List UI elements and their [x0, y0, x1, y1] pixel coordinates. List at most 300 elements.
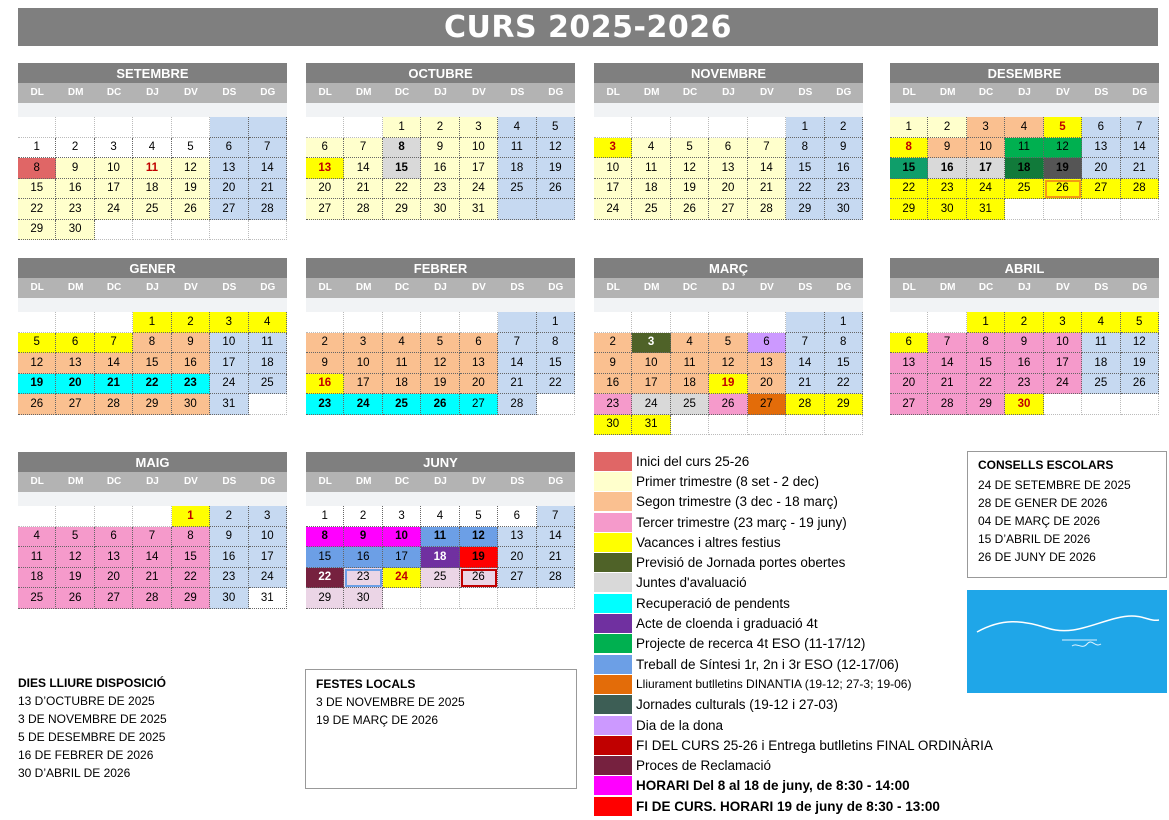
weekday-label: DG	[548, 476, 564, 487]
weekday-label: DG	[1132, 87, 1148, 98]
empty-cell	[344, 117, 382, 138]
legend-item	[594, 512, 994, 532]
day-cell: 4	[18, 527, 56, 548]
legend-item	[594, 451, 994, 471]
day-cell: 10	[460, 138, 498, 159]
day-cell: 6	[498, 506, 536, 527]
weekday-label: DG	[1132, 282, 1148, 293]
day-cell: 30	[172, 394, 210, 415]
day-cell: 24	[594, 199, 632, 220]
day-cell: 2	[344, 506, 382, 527]
empty-cell	[249, 220, 287, 241]
day-cell: 2	[928, 117, 966, 138]
weekday-label: DJ	[722, 282, 735, 293]
legend-label: Lliurament butlletins DINANTIA (19-12; 27-3; 19-06)	[636, 677, 912, 692]
day-cell: 2	[56, 138, 94, 159]
legend-swatch	[594, 553, 632, 572]
day-cell: 28	[133, 588, 171, 609]
day-cell: 8	[825, 333, 863, 354]
weekday-label: DM	[939, 282, 956, 293]
weekday-label: DL	[902, 87, 916, 98]
day-cell: 28	[748, 199, 786, 220]
empty-cell	[56, 117, 94, 138]
empty-cell	[249, 394, 287, 415]
month-name: FEBRER	[306, 258, 575, 278]
day-cell: 13	[210, 158, 248, 179]
day-cell: 19	[18, 374, 56, 395]
day-cell: 8	[306, 527, 344, 548]
day-cell: 15	[18, 179, 56, 200]
empty-cell	[632, 117, 670, 138]
day-cell: 19	[1044, 158, 1082, 179]
day-cell: 6	[210, 138, 248, 159]
day-cell: 20	[460, 374, 498, 395]
day-cell: 11	[249, 333, 287, 354]
day-cell: 26	[18, 394, 56, 415]
day-cell: 26	[537, 179, 575, 200]
legend-label: Primer trimestre (8 set - 2 dec)	[636, 473, 820, 489]
day-cell: 29	[18, 220, 56, 241]
day-cell: 24	[632, 394, 670, 415]
empty-cell	[928, 312, 966, 333]
legend-swatch	[594, 716, 632, 735]
day-cell: 5	[1044, 117, 1082, 138]
day-cell: 24	[210, 374, 248, 395]
day-cell: 22	[890, 179, 928, 200]
day-cell: 15	[890, 158, 928, 179]
month-novembre	[594, 63, 863, 220]
legend-label: FI DEL CURS 25-26 i Entrega butlletins FINAL ORDINÀRIA	[636, 737, 993, 753]
day-cell: 1	[133, 312, 171, 333]
day-cell: 16	[56, 179, 94, 200]
day-cell: 7	[344, 138, 382, 159]
day-cell: 14	[344, 158, 382, 179]
day-cell: 28	[786, 394, 824, 415]
day-cell: 19	[671, 179, 709, 200]
day-cell: 2	[825, 117, 863, 138]
page-title: CURS 2025-2026	[18, 8, 1158, 46]
legend-swatch	[594, 472, 632, 491]
day-cell: 29	[133, 394, 171, 415]
day-cell: 1	[537, 312, 575, 333]
weekday-label: DC	[978, 282, 994, 293]
day-cell: 22	[18, 199, 56, 220]
day-cell: 6	[748, 333, 786, 354]
month-juny	[306, 452, 575, 609]
weekday-label: DJ	[1018, 87, 1031, 98]
day-cell: 17	[210, 353, 248, 374]
day-cell: 28	[498, 394, 536, 415]
day-cell: 28	[537, 568, 575, 589]
day-cell: 19	[709, 374, 747, 395]
day-cell: 10	[210, 333, 248, 354]
day-cell: 25	[1005, 179, 1043, 200]
weekday-label: DV	[1055, 282, 1070, 293]
weekday-label: DG	[260, 87, 276, 98]
day-cell: 13	[460, 353, 498, 374]
legend-item	[594, 776, 994, 796]
weekday-label: DV	[183, 282, 198, 293]
day-cell: 9	[594, 353, 632, 374]
day-cell: 22	[786, 179, 824, 200]
month-maig	[18, 452, 287, 609]
empty-cell	[56, 312, 94, 333]
day-cell: 5	[56, 527, 94, 548]
day-cell: 24	[249, 568, 287, 589]
day-cell: 22	[383, 179, 421, 200]
day-cell: 10	[249, 527, 287, 548]
day-cell: 11	[133, 158, 171, 179]
day-cell: 30	[594, 415, 632, 436]
day-cell: 10	[95, 158, 133, 179]
weekday-header	[594, 83, 863, 103]
legend-swatch	[594, 452, 632, 471]
day-cell: 12	[1121, 333, 1159, 354]
day-cell: 10	[344, 353, 382, 374]
day-cell: 29	[890, 199, 928, 220]
empty-cell	[133, 220, 171, 241]
day-cell: 6	[709, 138, 747, 159]
empty-cell	[306, 117, 344, 138]
day-cell: 18	[249, 353, 287, 374]
weekday-label: DV	[1055, 87, 1070, 98]
empty-cell	[709, 117, 747, 138]
empty-cell	[1121, 394, 1159, 415]
day-cell: 7	[928, 333, 966, 354]
day-cell: 15	[825, 353, 863, 374]
day-cell: 18	[383, 374, 421, 395]
empty-cell	[1082, 199, 1120, 220]
legend-swatch	[594, 736, 632, 755]
free-day-date: 3 DE NOVEMBRE DE 2025	[18, 712, 167, 726]
weekday-label: DC	[106, 87, 122, 98]
empty-cell	[210, 220, 248, 241]
day-cell: 1	[383, 117, 421, 138]
empty-cell	[786, 312, 824, 333]
consells-date: 24 DE SETEMBRE DE 2025	[978, 478, 1131, 492]
day-cell: 21	[1121, 158, 1159, 179]
day-cell: 1	[967, 312, 1005, 333]
weekday-label: DC	[682, 87, 698, 98]
day-cell: 19	[460, 547, 498, 568]
day-cell: 11	[671, 353, 709, 374]
month-spacer	[18, 492, 287, 506]
legend-label: Recuperació de pendents	[636, 595, 790, 611]
weekday-label: DL	[30, 87, 44, 98]
day-cell: 23	[56, 199, 94, 220]
legend-item	[594, 573, 994, 593]
day-cell: 15	[306, 547, 344, 568]
day-cell: 16	[594, 374, 632, 395]
day-cell: 10	[594, 158, 632, 179]
day-cell: 11	[632, 158, 670, 179]
day-cell: 15	[383, 158, 421, 179]
day-cell: 6	[890, 333, 928, 354]
day-cell: 22	[133, 374, 171, 395]
day-cell: 27	[95, 588, 133, 609]
empty-cell	[383, 588, 421, 609]
day-cell: 11	[498, 138, 536, 159]
day-cell: 11	[18, 547, 56, 568]
legend-label: Juntes d'avaluació	[636, 575, 747, 591]
empty-cell	[748, 312, 786, 333]
month-name: ABRIL	[890, 258, 1159, 278]
day-grid	[18, 117, 287, 240]
day-cell: 7	[537, 506, 575, 527]
day-cell: 17	[967, 158, 1005, 179]
day-cell: 13	[498, 527, 536, 548]
day-cell: 23	[825, 179, 863, 200]
month-febrer	[306, 258, 575, 415]
day-cell: 3	[249, 506, 287, 527]
day-cell: 4	[1005, 117, 1043, 138]
legend-swatch	[594, 756, 632, 775]
weekday-label: DV	[759, 282, 774, 293]
free-day-date: 16 DE FEBRER DE 2026	[18, 748, 154, 762]
weekday-header	[890, 278, 1159, 298]
weekday-label: DG	[548, 282, 564, 293]
day-grid	[890, 117, 1159, 220]
legend-label: Jornades culturals (19-12 i 27-03)	[636, 697, 838, 713]
legend-item	[594, 634, 994, 654]
day-cell: 31	[249, 588, 287, 609]
day-cell: 14	[133, 547, 171, 568]
day-cell: 10	[632, 353, 670, 374]
day-cell: 9	[172, 333, 210, 354]
day-cell: 28	[928, 394, 966, 415]
weekday-label: DS	[222, 476, 237, 487]
month-spacer	[18, 298, 287, 312]
day-cell: 12	[172, 158, 210, 179]
day-cell: 29	[306, 588, 344, 609]
day-cell: 14	[786, 353, 824, 374]
day-cell: 21	[249, 179, 287, 200]
weekday-label: DG	[260, 282, 276, 293]
empty-cell	[1005, 199, 1043, 220]
weekday-header	[306, 83, 575, 103]
day-cell: 9	[306, 353, 344, 374]
day-cell: 29	[172, 588, 210, 609]
day-cell: 3	[1044, 312, 1082, 333]
empty-cell	[632, 312, 670, 333]
empty-cell	[133, 506, 171, 527]
day-cell: 5	[421, 333, 459, 354]
day-cell: 25	[498, 179, 536, 200]
day-cell: 12	[671, 158, 709, 179]
empty-cell	[671, 117, 709, 138]
weekday-label: DL	[606, 87, 620, 98]
day-cell: 31	[967, 199, 1005, 220]
day-cell: 6	[460, 333, 498, 354]
day-cell: 27	[210, 199, 248, 220]
day-cell: 3	[632, 333, 670, 354]
empty-cell	[709, 415, 747, 436]
empty-cell	[249, 117, 287, 138]
legend-label: Acte de cloenda i graduació 4t	[636, 616, 818, 632]
day-cell: 9	[56, 158, 94, 179]
day-cell: 23	[306, 394, 344, 415]
empty-cell	[421, 588, 459, 609]
day-cell: 30	[421, 199, 459, 220]
month-name: MAIG	[18, 452, 287, 472]
legend-item	[594, 796, 994, 816]
weekday-label: DM	[355, 282, 372, 293]
legend-item	[594, 613, 994, 633]
day-cell: 19	[172, 179, 210, 200]
day-cell: 26	[172, 199, 210, 220]
empty-cell	[210, 117, 248, 138]
weekday-label: DL	[318, 476, 332, 487]
empty-cell	[18, 117, 56, 138]
day-cell: 26	[1121, 374, 1159, 395]
day-cell: 27	[306, 199, 344, 220]
day-cell: 27	[56, 394, 94, 415]
month-marc	[594, 258, 863, 435]
day-cell: 27	[498, 568, 536, 589]
day-cell: 21	[344, 179, 382, 200]
legend-swatch	[594, 776, 632, 795]
weekday-label: DC	[394, 87, 410, 98]
day-cell: 4	[421, 506, 459, 527]
day-cell: 23	[421, 179, 459, 200]
day-cell: 4	[498, 117, 536, 138]
day-cell: 5	[1121, 312, 1159, 333]
day-cell: 16	[172, 353, 210, 374]
legend-swatch	[594, 797, 632, 816]
month-name: NOVEMBRE	[594, 63, 863, 83]
weekday-label: DS	[798, 87, 813, 98]
empty-cell	[594, 312, 632, 333]
day-cell: 21	[95, 374, 133, 395]
weekday-label: DJ	[434, 476, 447, 487]
day-cell: 4	[383, 333, 421, 354]
empty-cell	[383, 312, 421, 333]
month-gener	[18, 258, 287, 415]
day-cell: 23	[344, 568, 382, 589]
day-cell: 6	[306, 138, 344, 159]
day-cell: 12	[18, 353, 56, 374]
festa-date: 3 DE NOVEMBRE DE 2025	[316, 695, 465, 709]
day-grid	[306, 117, 575, 220]
day-cell: 22	[172, 568, 210, 589]
empty-cell	[537, 588, 575, 609]
month-spacer	[594, 103, 863, 117]
empty-cell	[594, 117, 632, 138]
legend-label: HORARI Del 8 al 18 de juny, de 8:30 - 14:00	[636, 778, 910, 794]
weekday-label: DG	[836, 282, 852, 293]
day-cell: 14	[928, 353, 966, 374]
weekday-label: DC	[978, 87, 994, 98]
empty-cell	[1044, 394, 1082, 415]
weekday-label: DJ	[146, 282, 159, 293]
weekday-label: DL	[902, 282, 916, 293]
day-cell: 29	[383, 199, 421, 220]
weekday-label: DM	[67, 87, 84, 98]
weekday-label: DJ	[722, 87, 735, 98]
day-cell: 28	[249, 199, 287, 220]
day-cell: 20	[1082, 158, 1120, 179]
month-spacer	[890, 103, 1159, 117]
day-cell: 12	[421, 353, 459, 374]
day-cell: 22	[537, 374, 575, 395]
empty-cell	[344, 312, 382, 333]
consells-date: 26 DE JUNY DE 2026	[978, 550, 1096, 564]
day-cell: 15	[786, 158, 824, 179]
weekday-label: DJ	[1018, 282, 1031, 293]
day-cell: 8	[786, 138, 824, 159]
month-spacer	[18, 103, 287, 117]
legend-item	[594, 492, 994, 512]
empty-cell	[56, 506, 94, 527]
day-cell: 24	[1044, 374, 1082, 395]
day-grid	[306, 312, 575, 415]
empty-cell	[18, 506, 56, 527]
weekday-header	[18, 472, 287, 492]
legend-item	[594, 532, 994, 552]
day-cell: 25	[421, 568, 459, 589]
day-cell: 12	[460, 527, 498, 548]
day-cell: 17	[594, 179, 632, 200]
day-cell: 6	[95, 527, 133, 548]
weekday-label: DL	[30, 476, 44, 487]
month-name: DESEMBRE	[890, 63, 1159, 83]
month-setembre	[18, 63, 287, 240]
empty-cell	[421, 312, 459, 333]
day-cell: 15	[133, 353, 171, 374]
legend-label: Inici del curs 25-26	[636, 453, 750, 469]
day-cell: 2	[1005, 312, 1043, 333]
weekday-label: DS	[222, 87, 237, 98]
legend-item	[594, 674, 994, 694]
day-cell: 5	[18, 333, 56, 354]
legend-swatch	[594, 533, 632, 552]
day-cell: 18	[671, 374, 709, 395]
free-day-date: 30 D’ABRIL DE 2026	[18, 766, 131, 780]
day-cell: 27	[460, 394, 498, 415]
day-cell: 7	[249, 138, 287, 159]
day-cell: 20	[95, 568, 133, 589]
day-cell: 9	[1005, 333, 1043, 354]
day-grid	[18, 506, 287, 609]
weekday-label: DC	[106, 282, 122, 293]
day-cell: 15	[172, 547, 210, 568]
consells-date: 15 D’ABRIL DE 2026	[978, 532, 1091, 546]
day-cell: 24	[967, 179, 1005, 200]
weekday-label: DV	[471, 476, 486, 487]
day-cell: 18	[421, 547, 459, 568]
day-cell: 17	[460, 158, 498, 179]
day-cell: 3	[594, 138, 632, 159]
weekday-label: DS	[222, 282, 237, 293]
day-cell: 23	[210, 568, 248, 589]
day-cell: 13	[306, 158, 344, 179]
empty-cell	[786, 415, 824, 436]
empty-cell	[95, 506, 133, 527]
empty-cell	[748, 117, 786, 138]
day-cell: 22	[825, 374, 863, 395]
day-cell: 22	[306, 568, 344, 589]
weekday-header	[890, 83, 1159, 103]
day-cell: 25	[632, 199, 670, 220]
day-cell: 13	[56, 353, 94, 374]
empty-cell	[95, 117, 133, 138]
day-cell: 15	[537, 353, 575, 374]
day-cell: 7	[786, 333, 824, 354]
weekday-label: DC	[394, 282, 410, 293]
day-cell: 12	[537, 138, 575, 159]
legend-item	[594, 471, 994, 491]
day-cell: 11	[383, 353, 421, 374]
